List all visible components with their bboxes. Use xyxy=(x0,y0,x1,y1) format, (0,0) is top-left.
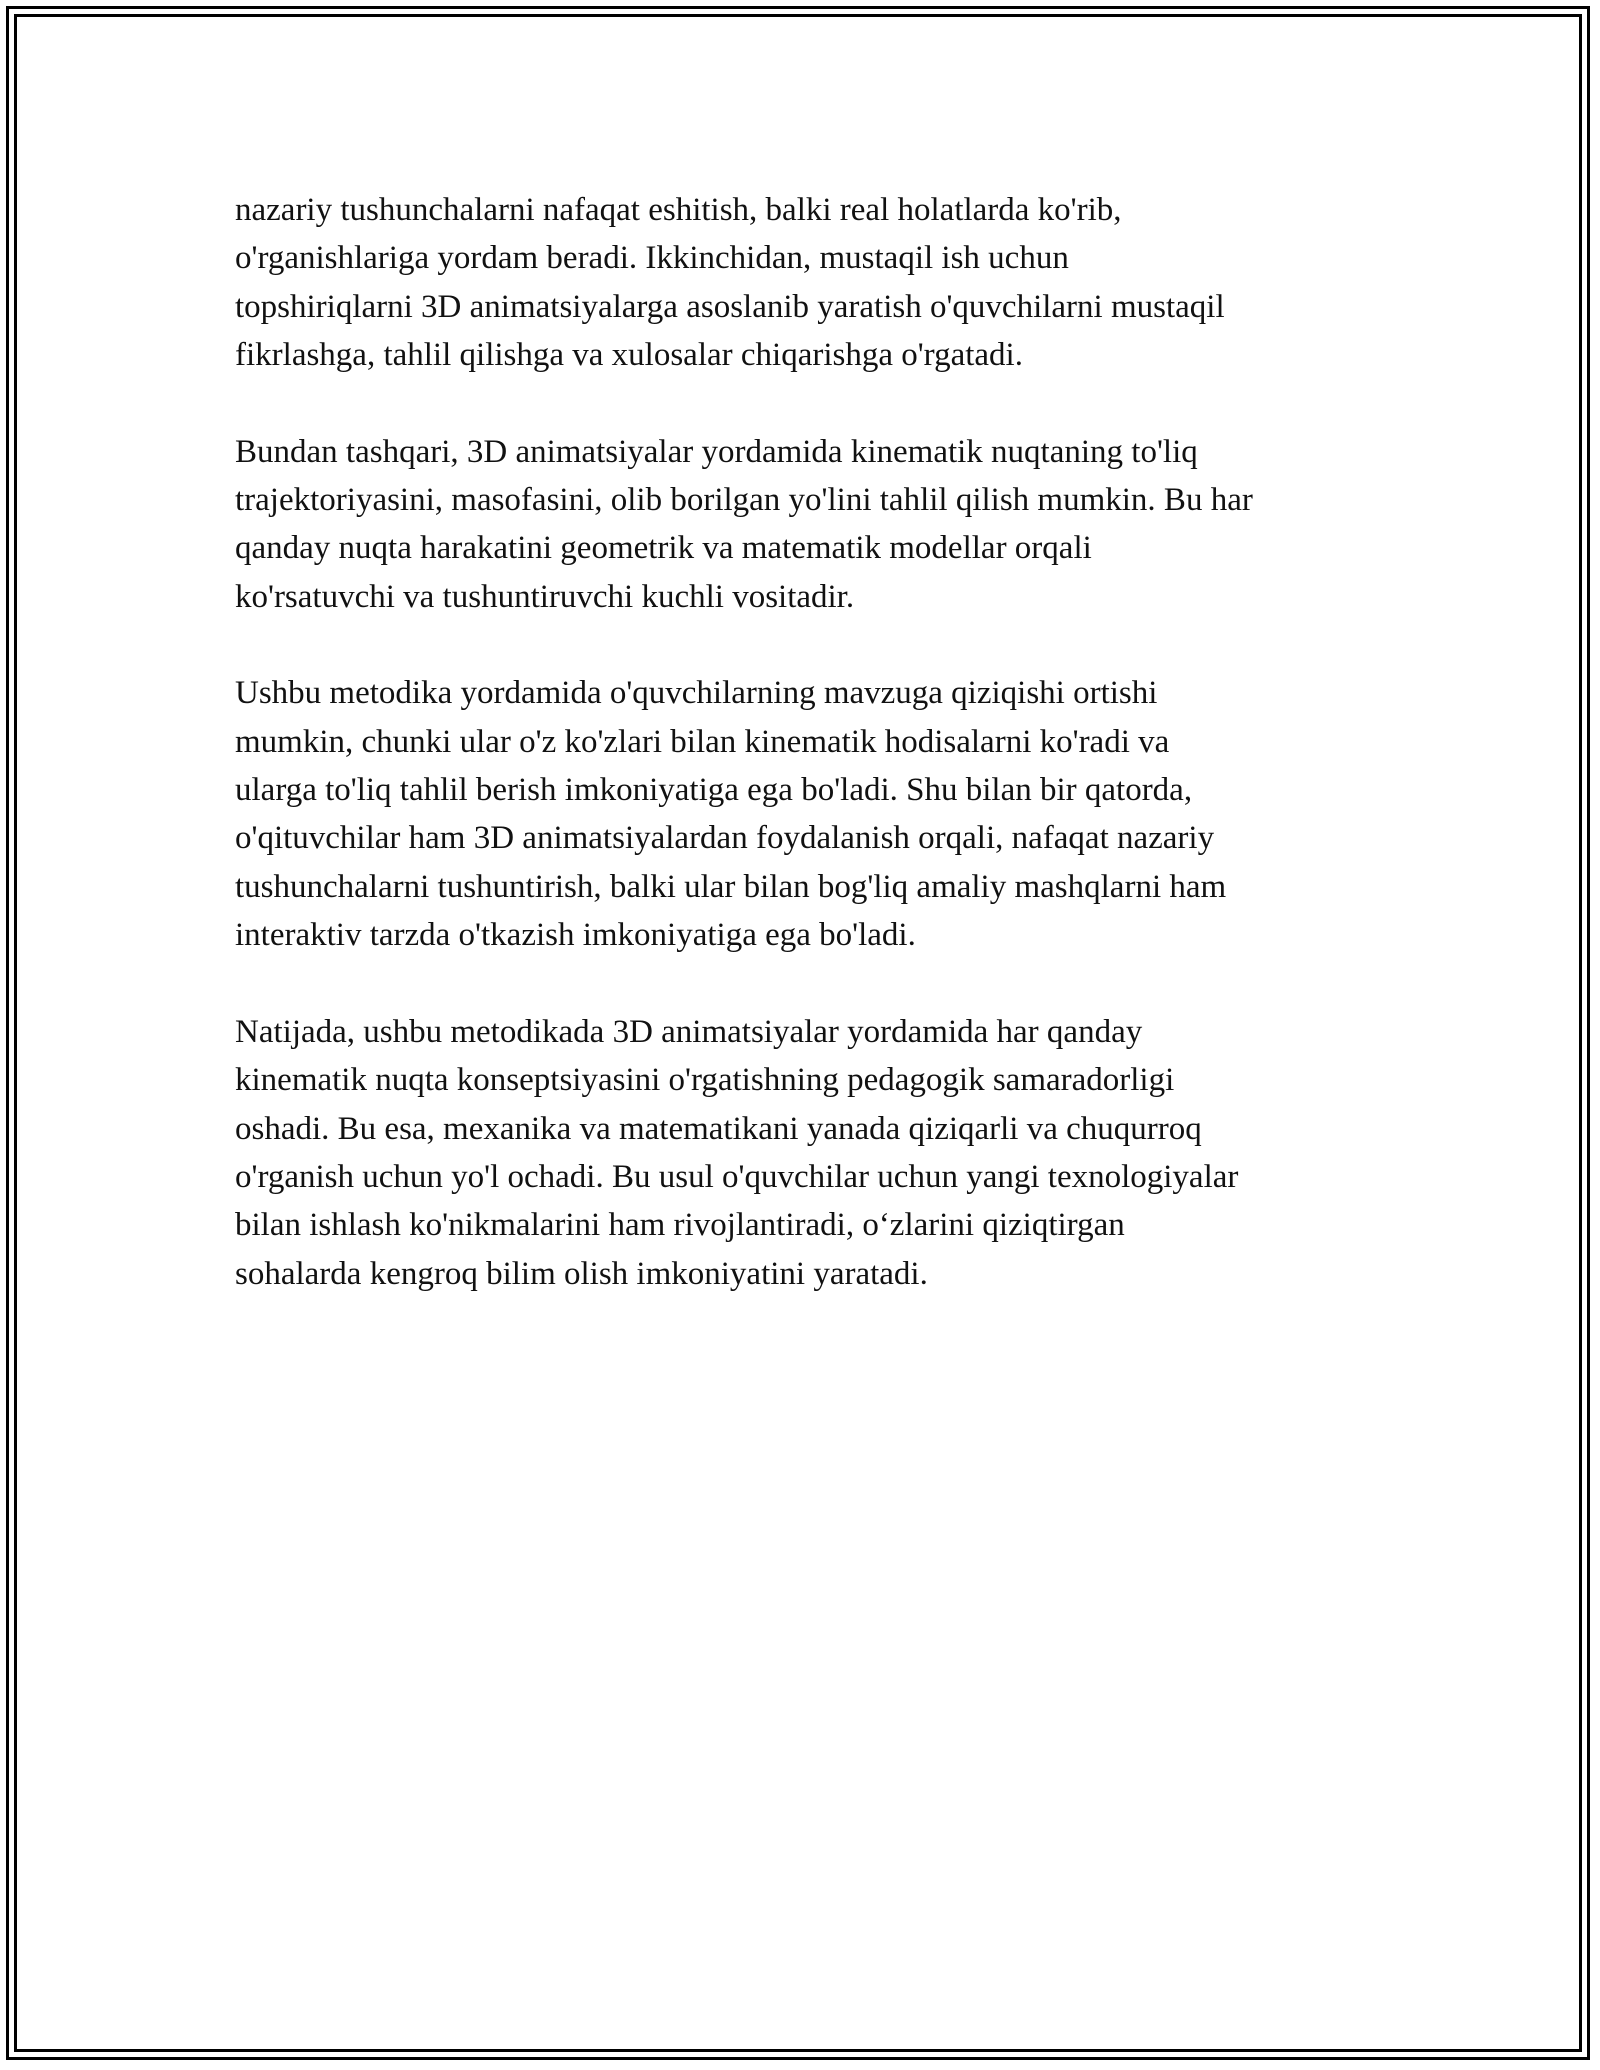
text-line: kinematik nuqta konseptsiyasini o'rgatishning pedagogik samaradorligi xyxy=(235,1062,1175,1099)
text-line: qanday nuqta harakatini geometrik va matematik modellar orqali xyxy=(235,530,1092,567)
text-line: topshiriqlarni 3D animatsiyalarga asoslanib yaratish o'quvchilarni mustaqil xyxy=(235,288,1225,325)
text-line: oshadi. Bu esa, mexanika va matematikani yanada qiziqarli va chuqurroq xyxy=(235,1110,1202,1147)
text-line: interaktiv tarzda o'tkazish imkoniyatiga ega bo'ladi. xyxy=(235,917,916,954)
text-line: sohalarda kengroq bilim olish imkoniyatini yaratadi. xyxy=(235,1255,928,1292)
text-line: o'rganish uchun yo'l ochadi. Bu usul o'quvchilar uchun yangi texnologiyalar xyxy=(235,1158,1239,1195)
paragraph-3 xyxy=(235,669,1375,959)
text-line: Bundan tashqari, 3D animatsiyalar yordamida kinematik nuqtaning to'liq xyxy=(235,433,1198,470)
paragraph-2 xyxy=(235,428,1375,622)
text-line: mumkin, chunki ular o'z ko'zlari bilan kinematik hodisalarni ko'radi va xyxy=(235,723,1170,760)
text-line: nazariy tushunchalarni nafaqat eshitish, balki real holatlarda ko'rib, xyxy=(235,192,1122,228)
text-line: ko'rsatuvchi va tushuntiruvchi kuchli vositadir. xyxy=(235,578,855,615)
paragraph-1 xyxy=(235,186,1375,380)
paragraph-4 xyxy=(235,1008,1375,1298)
page-content xyxy=(235,186,1375,1346)
text-line: tushunchalarni tushuntirish, balki ular bilan bog'liq amaliy mashqlarni ham xyxy=(235,868,1227,905)
text-line: o'rganishlariga yordam beradi. Ikkinchidan, mustaqil ish uchun xyxy=(235,240,1069,277)
text-line: Ushbu metodika yordamida o'quvchilarning mavzuga qiziqishi ortishi xyxy=(235,675,1158,712)
text-line: ularga to'liq tahlil berish imkoniyatiga ega bo'ladi. Shu bilan bir qatorda, xyxy=(235,772,1193,809)
text-line: bilan ishlash ko'nikmalarini ham rivojlantiradi, o‘zlarini qiziqtirgan xyxy=(235,1207,1125,1244)
text-line: Natijada, ushbu metodikada 3D animatsiyalar yordamida har qanday xyxy=(235,1013,1143,1050)
text-line: fikrlashga, tahlil qilishga va xulosalar chiqarishga o'rgatadi. xyxy=(235,337,1023,374)
text-line: trajektoriyasini, masofasini, olib borilgan yo'lini tahlil qilish mumkin. Bu har xyxy=(235,482,1253,519)
text-line: o'qituvchilar ham 3D animatsiyalardan foydalanish orqali, nafaqat nazariy xyxy=(235,820,1215,857)
